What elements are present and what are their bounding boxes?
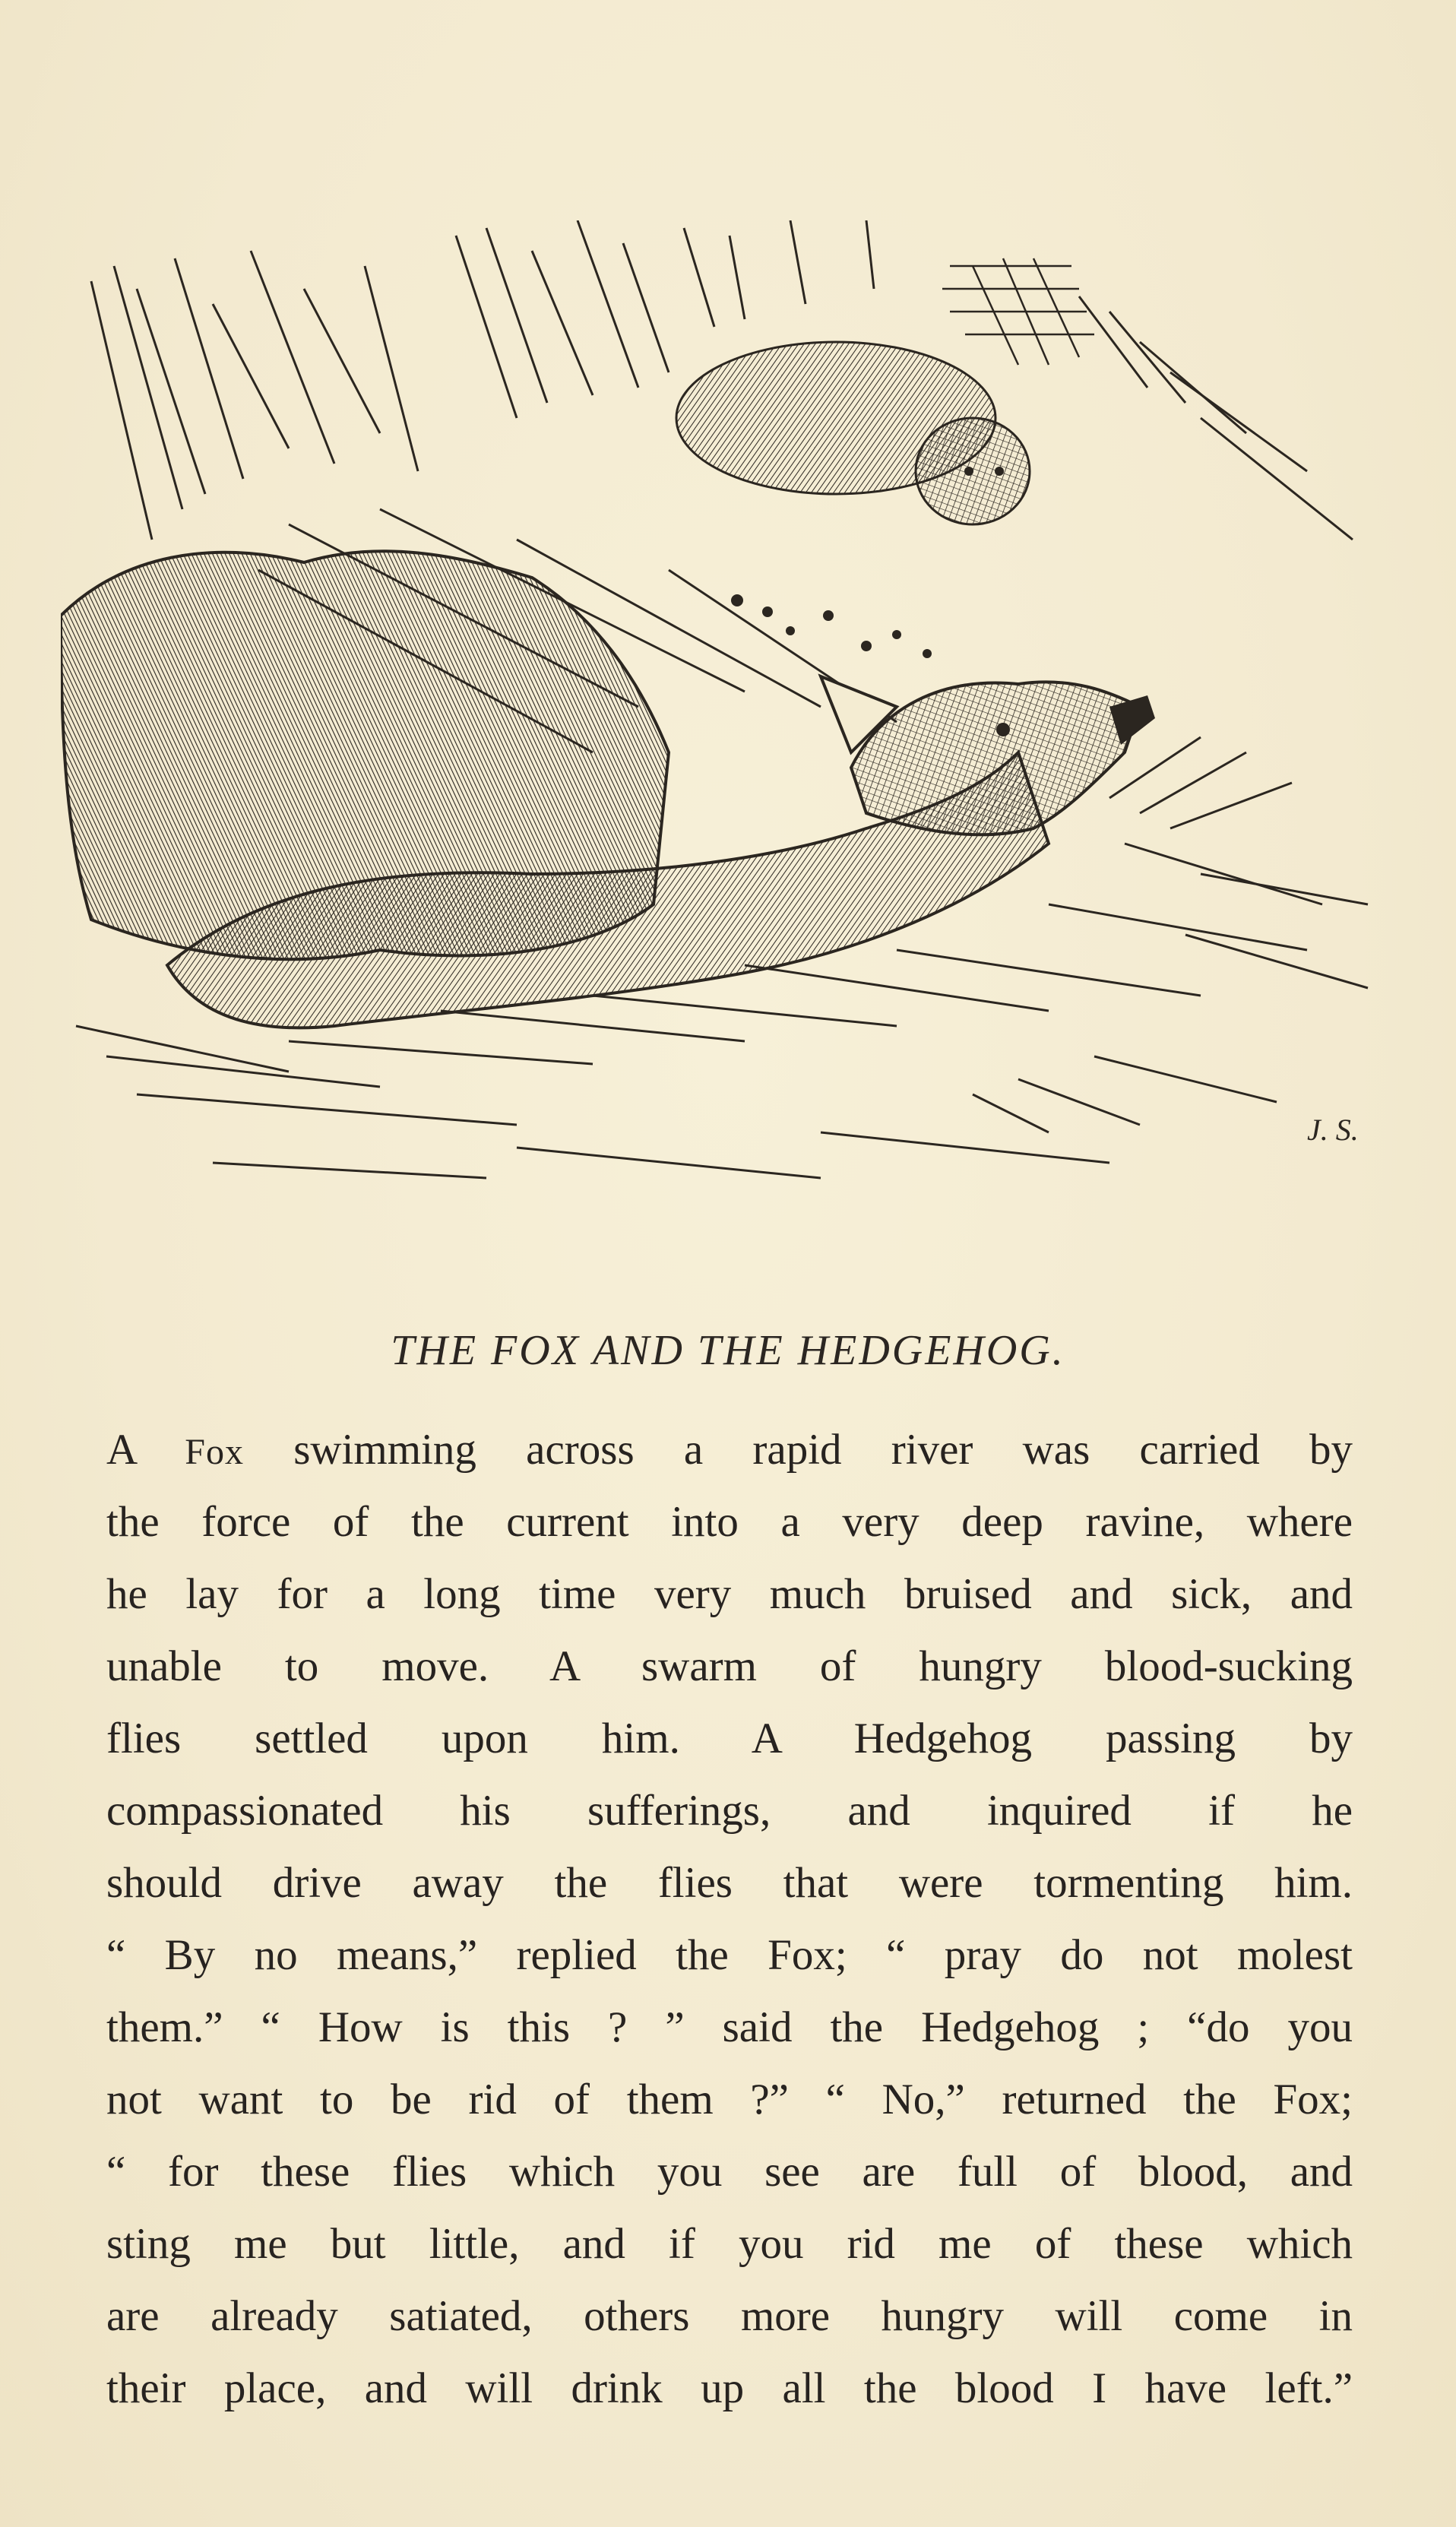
scattered-marks: [731, 594, 932, 658]
text-line: them.” “ How is this ? ” said the Hedgehog ; “do you: [106, 2003, 1353, 2051]
hedgehog: [676, 342, 1030, 524]
illustration-caption: THE FOX AND THE HEDGEHOG.: [391, 1327, 1065, 1374]
first-word-smallcaps: Fox: [185, 1432, 244, 1472]
text-line: flies settled upon him. A Hedgehog passing by: [106, 1715, 1353, 1762]
text-line: their place, and will drink up all the blood I have left.”: [106, 2364, 1353, 2412]
fox-hedgehog-illustration: [61, 220, 1398, 1284]
text-line: the force of the current into a very deep ravine, where: [106, 1498, 1353, 1546]
text-line: not want to be rid of them ?” “ No,” returned the Fox;: [106, 2076, 1353, 2123]
fable-text: [106, 1414, 1353, 2424]
text-line: he lay for a long time very much bruised and sick, and: [106, 1570, 1353, 1618]
first-word-prefix: A: [106, 1426, 185, 1474]
text-line: “ for these flies which you see are full of blood, and: [106, 2148, 1353, 2196]
text-line: sting me but little, and if you rid me of these which: [106, 2220, 1353, 2268]
text-line: unable to move. A swarm of hungry blood-sucking: [106, 1642, 1353, 1690]
artist-signature: J. S.: [1307, 1113, 1359, 1147]
text-line: [106, 1414, 1353, 1486]
text-line: should drive away the flies that were tormenting him.: [106, 1859, 1353, 1907]
text-line-content: swimming across a rapid river was carried by: [243, 1426, 1353, 1474]
engraving-icon: [61, 220, 1398, 1284]
text-line: compassionated his sufferings, and inquired if he: [106, 1787, 1353, 1835]
fence-hatching: [942, 258, 1094, 365]
text-line: “ By no means,” replied the Fox; “ pray do not molest: [106, 1931, 1353, 1979]
text-line: are already satiated, others more hungry will come in: [106, 2292, 1353, 2340]
